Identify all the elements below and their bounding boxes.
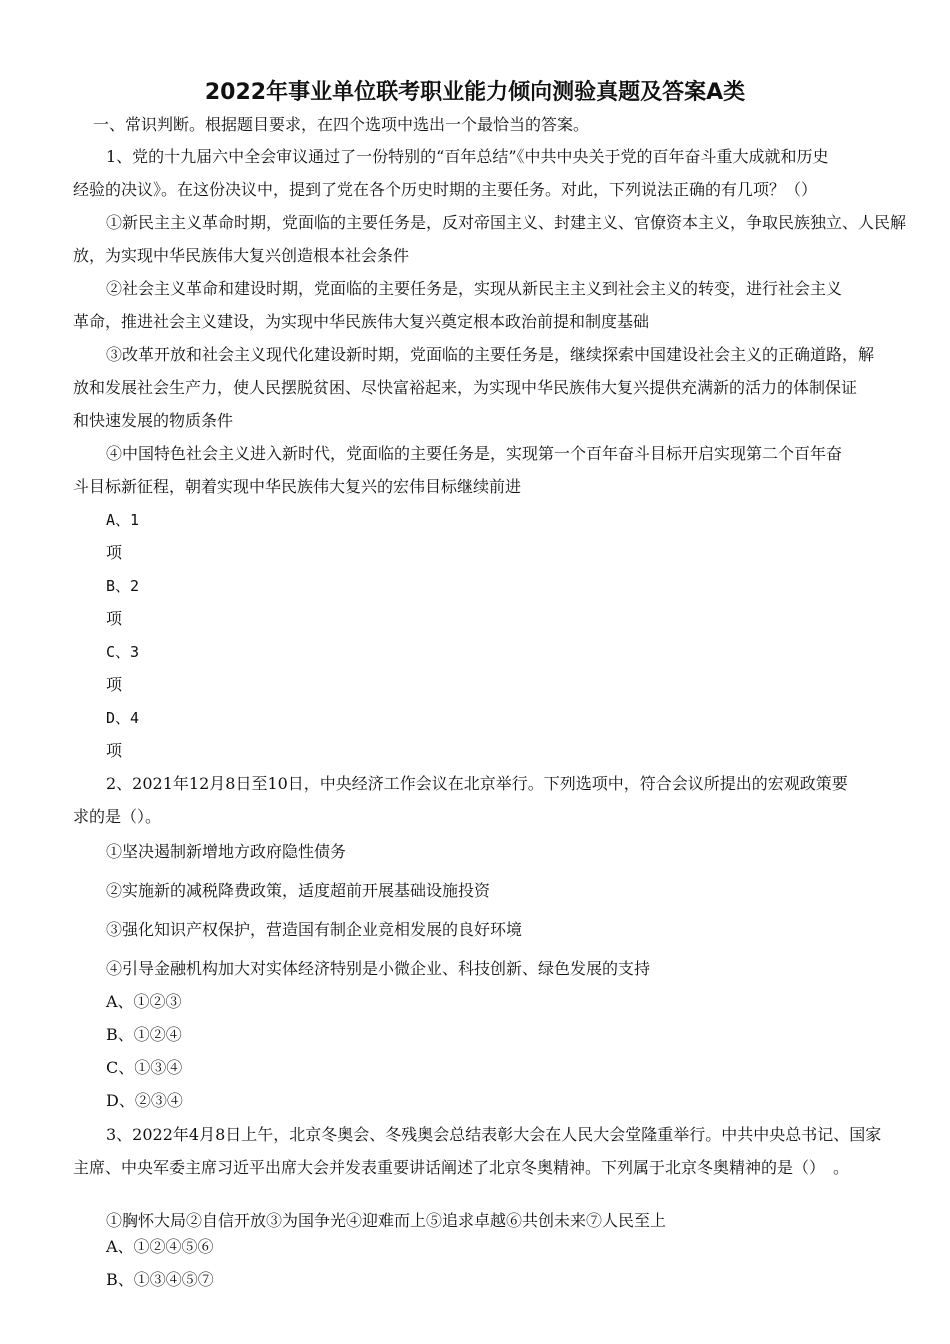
q1-statement-3-line-3: 和快速发展的物质条件 [73,411,234,430]
q1-option-c-unit: 项 [106,675,123,694]
q1-option-a-unit: 项 [106,543,123,562]
q2-stem-line-1: 2、2021年12月8日至10日，中央经济工作会议在北京举行。下列选项中，符合会议所提出的宏观政策要 [106,774,848,793]
q1-statement-4-line-1: ④中国特色社会主义进入新时代，党面临的主要任务是，实现第一个百年奋斗目标开启实现第二个百年奋 [106,444,843,463]
q2-statement-4: ④引导金融机构加大对实体经济特别是小微企业、科技创新、绿色发展的支持 [106,959,651,978]
q2-option-c: C、①③④ [106,1058,183,1077]
q1-stem-line-2: 经验的决议》。在这份决议中，提到了党在各个历史时期的主要任务。对此，下列说法正确的有几项？（） [73,180,818,199]
q1-stem-line-1: 1、党的十九届六中全会审议通过了一份特别的“百年总结”《中共中央关于党的百年奋斗重大成就和历史 [106,147,829,166]
q2-statement-2: ②实施新的减税降费政策，适度超前开展基础设施投资 [106,881,491,900]
q1-statement-1-line-2: 放，为实现中华民族伟大复兴创造根本社会条件 [73,246,410,265]
q3-statement-list: ①胸怀大局②自信开放③为国争光④迎难而上⑤追求卓越⑥共创未来⑦人民至上 [106,1211,667,1230]
q3-option-a: A、①②④⑤⑥ [106,1237,214,1256]
q2-option-b: B、①②④ [106,1025,182,1044]
q1-statement-3-line-1 [106,344,858,366]
q1-option-a: A、1 [106,511,140,529]
q3-stem-line-1: 3、2022年4月8日上午，北京冬奥会、冬残奥会总结表彰大会在人民大会堂隆重举行。中共中央总书记、国家 [106,1125,882,1144]
q1-statement-4-line-2: 斗目标新征程，朝着实现中华民族伟大复兴的宏伟目标继续前进 [73,477,522,496]
q2-statement-1: ①坚决遏制新增地方政府隐性债务 [106,842,347,861]
q1-statement-2-line-1: ②社会主义革命和建设时期，党面临的主要任务是，实现从新民主主义到社会主义的转变，进行社会主义 [106,279,843,298]
q1-option-c: C、3 [106,643,140,661]
q1-option-b: B、2 [106,577,140,595]
q1-statement-3-line-1-end: 解 [858,345,875,364]
document-title: 2022年事业单位联考职业能力倾向测验真题及答案A类 [204,80,746,105]
q1-statement-1-line-1: ①新民主主义革命时期，党面临的主要任务是，反对帝国主义、封建主义、官僚资本主义，争取民族独立、人民解 [106,213,907,232]
q3-option-b: B、①③④⑤⑦ [106,1270,214,1289]
q3-stem-line-2: 主席、中央军委主席习近平出席大会并发表重要讲话阐述了北京冬奥精神。下列属于北京冬奥精神的是（） 。 [73,1158,850,1177]
q2-option-d: D、②③④ [106,1091,183,1110]
q1-statement-3-line-1-text: ③改革开放和社会主义现代化建设新时期，党面临的主要任务是，继续探索中国建设社会主义的正确道路， [106,345,859,364]
q1-statement-2-line-2: 革命，推进社会主义建设，为实现中华民族伟大复兴奠定根本政治前提和制度基础 [73,312,650,331]
q1-statement-3-line-2: 放和发展社会生产力，使人民摆脱贫困、尽快富裕起来，为实现中华民族伟大复兴提供充满新的活力的体制保证 [73,378,858,397]
q2-statement-3: ③强化知识产权保护，营造国有制企业竞相发展的良好环境 [106,920,523,939]
section-heading: 一、常识判断。根据题目要求，在四个选项中选出一个最恰当的答案。 [93,115,590,134]
q2-stem-line-2: 求的是（）。 [73,807,162,826]
q2-option-a: A、①②③ [106,992,182,1011]
q1-option-d: D、4 [106,709,140,727]
q1-option-d-unit: 项 [106,741,123,760]
q1-option-b-unit: 项 [106,609,123,628]
